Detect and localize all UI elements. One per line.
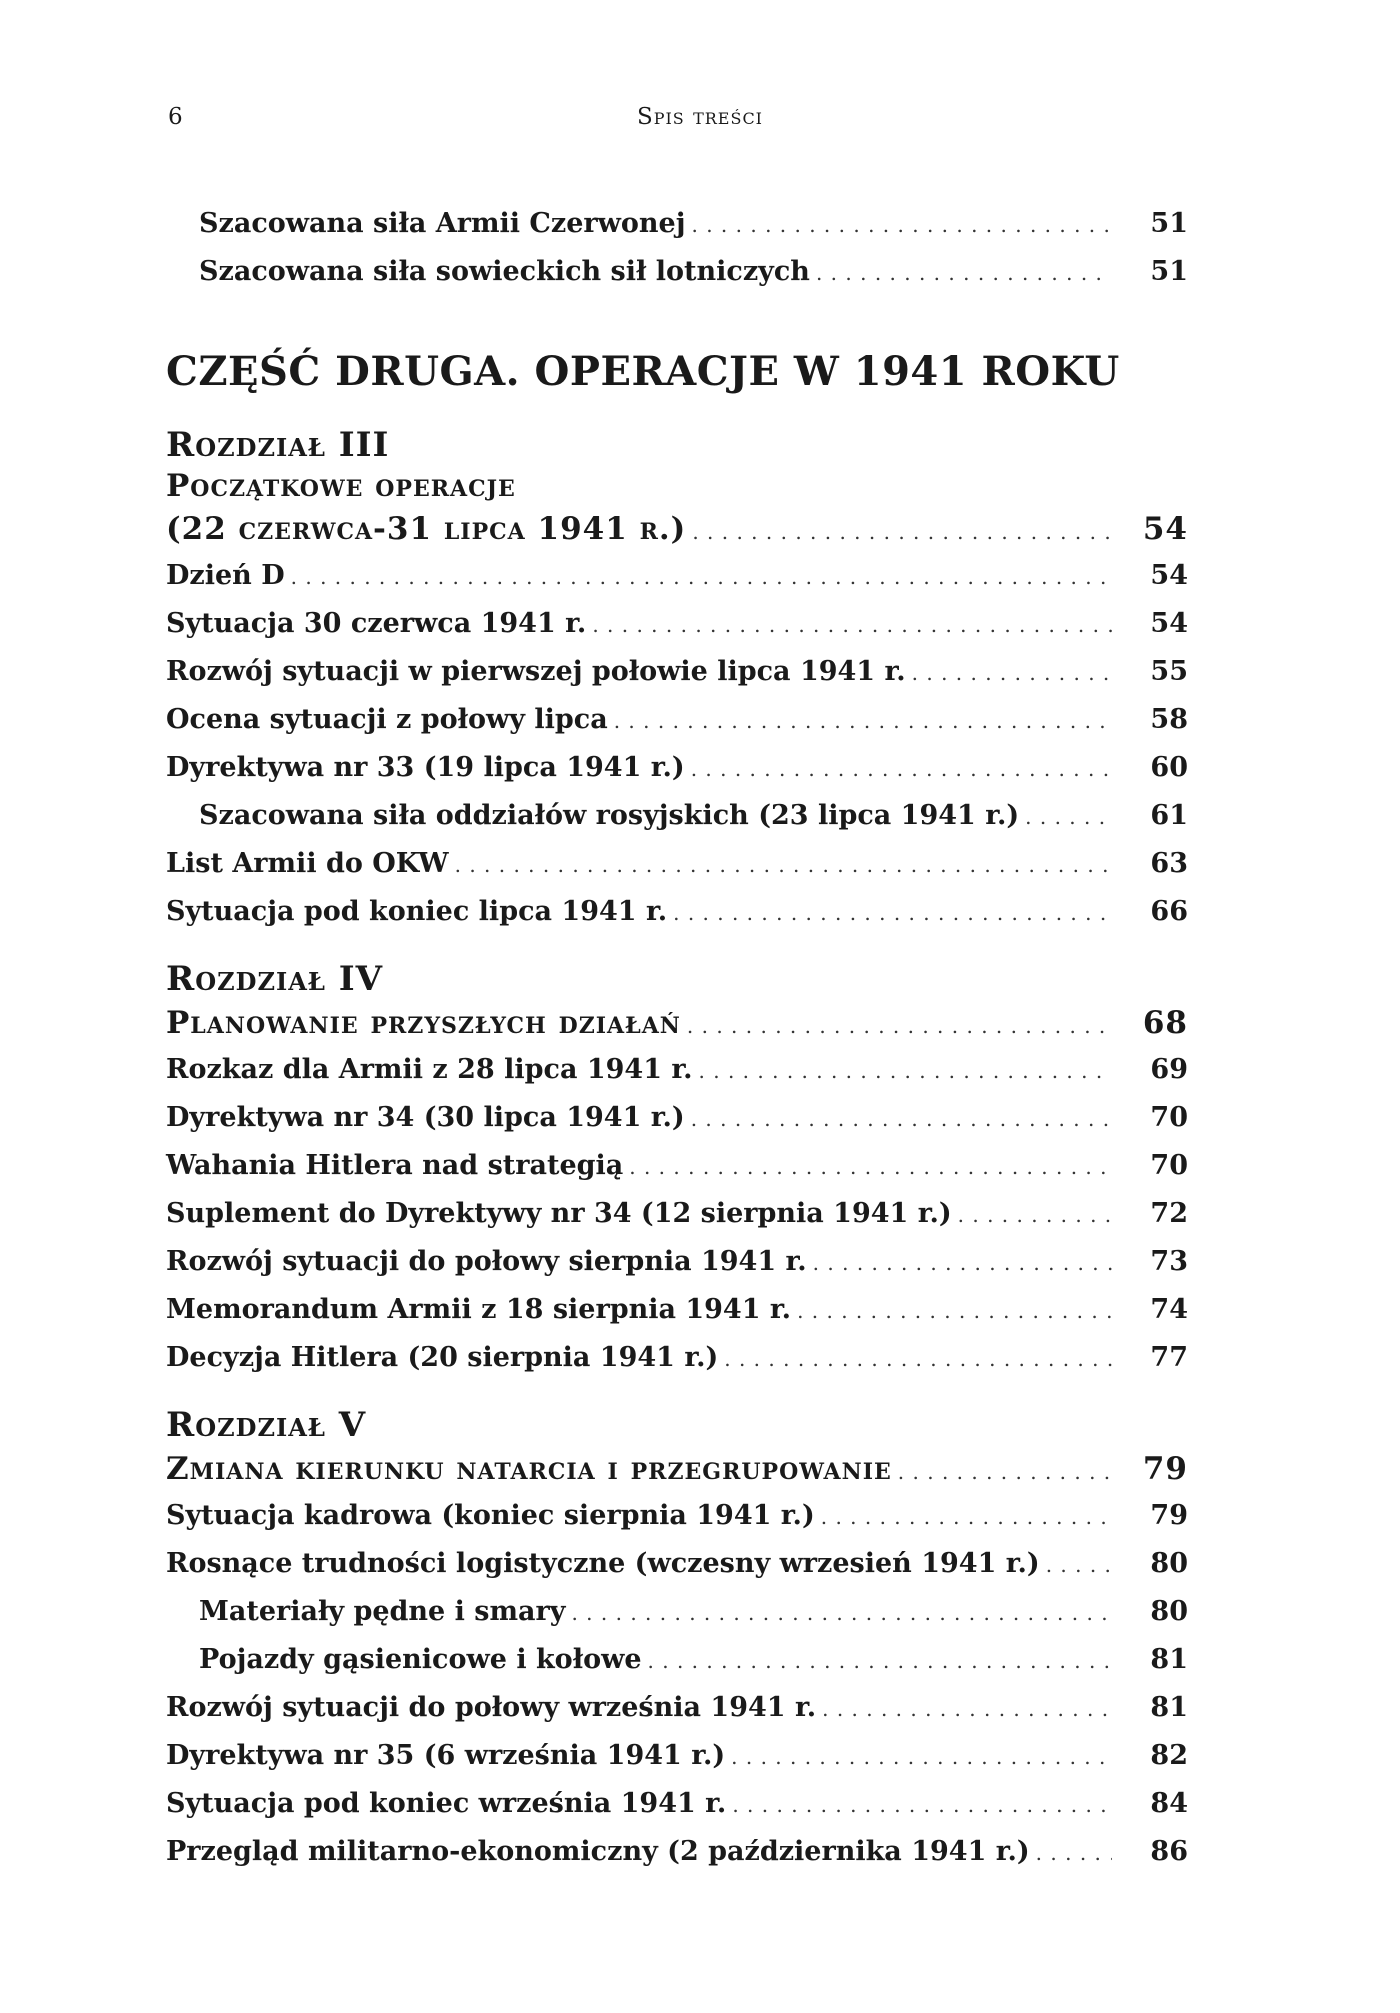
toc-entry-page: 72 [1150,1198,1188,1229]
toc-entry-page: 84 [1150,1788,1188,1819]
chapter-title: Rozdział III [166,425,390,465]
toc-entry-label: Dyrektywa nr 35 (6 września 1941 r.) [166,1740,726,1771]
toc-entry-page: 63 [1150,848,1188,879]
dot-leader [958,1191,1112,1239]
dot-leader [821,1493,1112,1541]
dot-leader [571,1589,1112,1637]
toc-entry-page: 60 [1150,752,1188,783]
toc-entry[interactable] [166,696,1188,744]
toc-entry[interactable] [166,1046,1188,1094]
toc-entry[interactable] [166,1142,1188,1190]
dot-leader [816,249,1112,297]
dot-leader [724,1335,1112,1383]
toc-entry[interactable] [166,248,1188,296]
toc-entry[interactable] [166,1190,1188,1238]
toc-entry[interactable] [166,840,1188,888]
dot-leader [822,1685,1112,1733]
dot-leader [455,841,1112,889]
toc-entry-label: Rozwój sytuacji do połowy września 1941 r. [166,1692,817,1723]
toc-entry-page: 51 [1150,256,1188,287]
dot-leader [691,745,1112,793]
toc-entry-page: 81 [1150,1692,1188,1723]
dot-leader [673,889,1112,937]
toc-entry-label: Szacowana siła Armii Czerwonej [199,208,686,239]
dot-leader [912,649,1112,697]
dot-leader [648,1637,1112,1685]
chapter-title: Rozdział IV [166,959,384,999]
toc-entry-label: Rozwój sytuacji w pierwszej połowie lipca 1941 r. [166,656,906,687]
toc-entry-label: Ocena sytuacji z połowy lipca [166,704,608,735]
toc-entry-label: Szacowana siła sowieckich sił lotniczych [199,256,810,287]
toc-entry[interactable] [166,888,1188,936]
toc-entry-page: 68 [1142,1005,1188,1041]
dot-leader [898,1449,1112,1495]
page-number: 6 [168,104,183,130]
toc-entry-label: Sytuacja kadrowa (koniec sierpnia 1941 r.) [166,1500,815,1531]
toc-entry[interactable] [166,1636,1188,1684]
toc-entry-page: 86 [1150,1836,1188,1867]
toc-entry[interactable] [166,1238,1188,1286]
toc-entry[interactable] [166,1780,1188,1828]
toc-entry-page: 79 [1142,1451,1188,1487]
chapter-subtitle: Początkowe operacje [166,468,516,504]
running-head: Spis treści [636,104,764,130]
toc-entry-page: 61 [1150,800,1188,831]
toc-entry-label: (22 czerwca-31 lipca 1941 r.) [166,511,687,547]
chapter-3 [166,424,1188,936]
chapter-title: Rozdział V [166,1405,367,1445]
toc-entry[interactable] [166,506,1188,552]
toc-entry[interactable] [166,552,1188,600]
dot-leader [732,1781,1112,1829]
toc-entry-label: Sytuacja 30 czerwca 1941 r. [166,608,587,639]
toc-entry-page: 80 [1150,1548,1188,1579]
toc-entry[interactable] [166,1000,1188,1046]
toc-entry[interactable] [166,1446,1188,1492]
toc-entry-label: Dyrektywa nr 34 (30 lipca 1941 r.) [166,1102,685,1133]
dot-leader [731,1733,1112,1781]
toc-entry-label: Wahania Hitlera nad strategią [166,1150,624,1181]
toc-entry-label: Planowanie przyszłych działań [166,1005,681,1041]
toc-entry-page: 55 [1150,656,1188,687]
toc-entry-page: 69 [1150,1054,1188,1085]
toc-entry-page: 54 [1142,511,1188,547]
toc-entry[interactable] [166,1828,1188,1876]
toc-entry[interactable] [166,1588,1188,1636]
dot-leader [692,509,1112,555]
toc-entry[interactable] [166,1334,1188,1382]
toc-entry-label: Rozwój sytuacji do połowy sierpnia 1941 r. [166,1246,807,1277]
toc-entry-page: 82 [1150,1740,1188,1771]
toc-entry-page: 77 [1150,1342,1188,1373]
dot-leader [1046,1541,1112,1589]
toc-entry-label: Pojazdy gąsienicowe i kołowe [199,1644,642,1675]
toc-entry-label: Sytuacja pod koniec września 1941 r. [166,1788,727,1819]
toc-entry-page: 80 [1150,1596,1188,1627]
toc-entry-page: 70 [1150,1150,1188,1181]
chapter-4 [166,958,1188,1382]
dot-leader [592,601,1112,649]
toc-entry-label: List Armii do OKW [166,848,449,879]
toc-entry[interactable] [166,1492,1188,1540]
toc-entry-label: Dzień D [166,560,285,591]
dot-leader [692,201,1113,249]
dot-leader [291,553,1112,601]
toc-entry-page: 73 [1150,1246,1188,1277]
part-title: CZĘŚĆ DRUGA. OPERACJE W 1941 ROKU [166,348,1120,395]
toc-entry-page: 81 [1150,1644,1188,1675]
toc-entry-label: Sytuacja pod koniec lipca 1941 r. [166,896,668,927]
toc-entry-label: Rosnące trudności logistyczne (wczesny wrzesień 1941 r.) [166,1548,1040,1579]
toc-entry-page: 54 [1150,608,1188,639]
toc-entry[interactable] [166,1684,1188,1732]
dot-leader [687,1003,1112,1049]
toc-entry-label: Materiały pędne i smary [199,1596,566,1627]
table-of-contents [166,200,1188,1876]
toc-entry-label: Decyzja Hitlera (20 sierpnia 1941 r.) [166,1342,719,1373]
toc-entry-page: 79 [1150,1500,1188,1531]
toc-entry-page: 58 [1150,704,1188,735]
toc-entry-page: 54 [1150,560,1188,591]
dot-leader [614,697,1112,745]
toc-entry[interactable] [166,744,1188,792]
toc-entry-label: Dyrektywa nr 33 (19 lipca 1941 r.) [166,752,685,783]
toc-entry[interactable] [166,200,1188,248]
toc-entry-label: Zmiana kierunku natarcia i przegrupowanie [166,1451,892,1487]
toc-entry[interactable] [166,1286,1188,1334]
dot-leader [797,1287,1112,1335]
toc-entry-page: 66 [1150,896,1188,927]
toc-entry-page: 70 [1150,1102,1188,1133]
dot-leader [1036,1829,1112,1877]
toc-entry-page: 74 [1150,1294,1188,1325]
toc-entry-page: 51 [1150,208,1188,239]
dot-leader [813,1239,1112,1287]
toc-entry[interactable] [166,1732,1188,1780]
dot-leader [691,1095,1112,1143]
toc-entry[interactable] [166,1540,1188,1588]
toc-entry-label: Memorandum Armii z 18 sierpnia 1941 r. [166,1294,792,1325]
toc-entry[interactable] [166,1094,1188,1142]
dot-leader [1025,793,1112,841]
toc-entry[interactable] [166,648,1188,696]
toc-entry[interactable] [166,600,1188,648]
toc-entry-label: Rozkaz dla Armii z 28 lipca 1941 r. [166,1054,693,1085]
chapter-5 [166,1404,1188,1876]
toc-entry-label: Przegląd militarno-ekonomiczny (2 października 1941 r.) [166,1836,1030,1867]
dot-leader [629,1143,1112,1191]
toc-entry-label: Szacowana siła oddziałów rosyjskich (23 lipca 1941 r.) [199,800,1020,831]
dot-leader [699,1047,1112,1095]
toc-entry-label: Suplement do Dyrektywy nr 34 (12 sierpnia 1941 r.) [166,1198,952,1229]
toc-entry[interactable] [166,792,1188,840]
